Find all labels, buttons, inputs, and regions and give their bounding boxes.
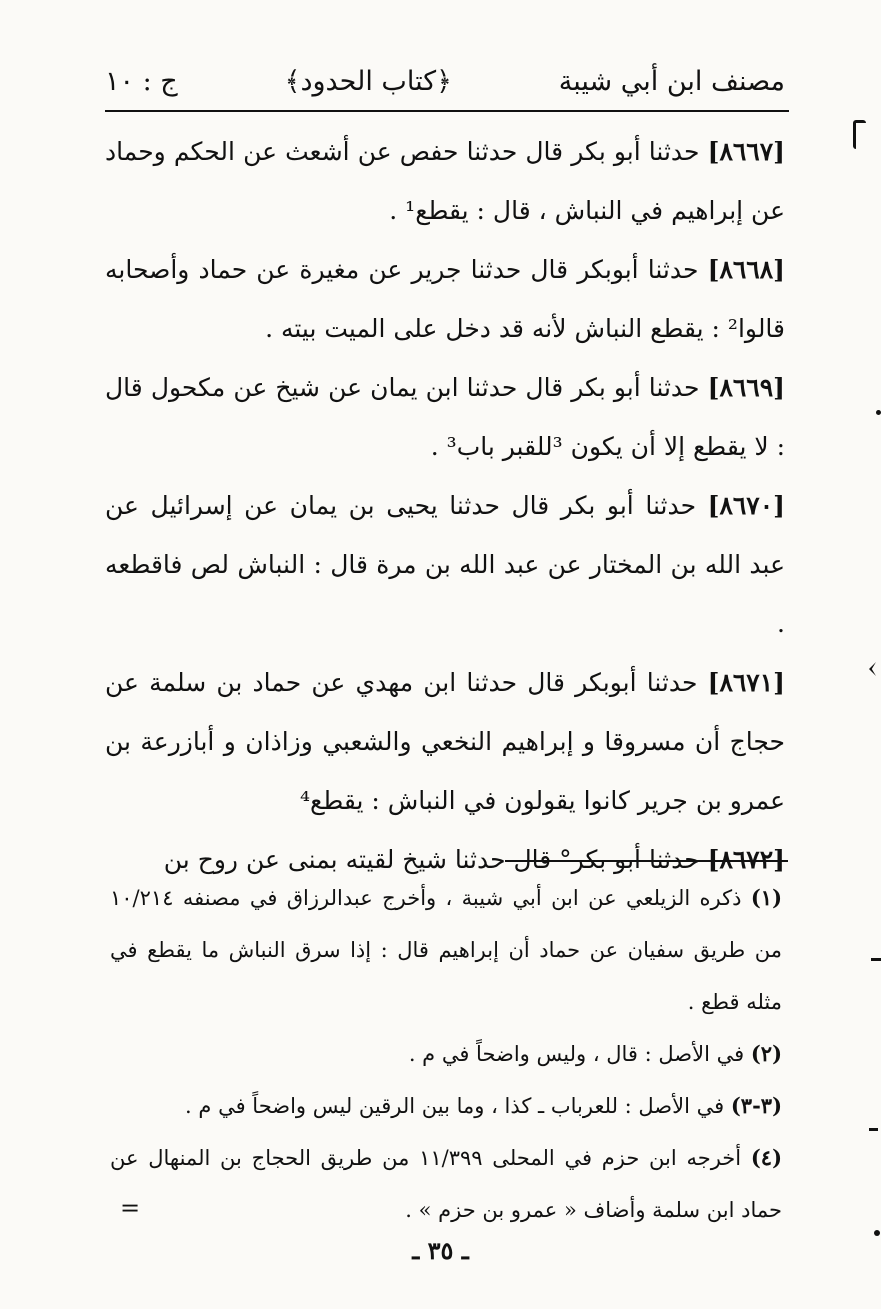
hadith-text: حدثنا أبو بكر قال حدثنا ابن يمان عن شيخ عن مكحول قال : لا يقطع إلا أن يكون ³للقبر باب³ .	[105, 373, 785, 461]
page-number: ـ ٣٥ ـ	[412, 1236, 469, 1265]
hadith-text: حدثنا أبو بكر° قال حدثنا شيخ لقيته بمنى عن روح بن	[163, 845, 708, 874]
footnote-text: في الأصل : قال ، وليس واضحاً في م .	[408, 1042, 751, 1066]
hadith-text: حدثنا أبو بكر قال حدثنا حفص عن أشعث عن الحكم وحماد عن إبراهيم في النباش ، قال : يقطع¹ .	[105, 137, 785, 225]
footnotes	[110, 872, 782, 1236]
margin-dash	[869, 1128, 878, 1131]
margin-dot	[874, 1230, 880, 1236]
hadith-entry	[105, 122, 785, 240]
hadith-number: [٨٦٦٩]	[707, 373, 785, 402]
hadith-entry	[105, 653, 785, 830]
footnote-marker: (٣-٣)	[730, 1093, 782, 1118]
margin-dash	[871, 958, 881, 961]
main-text	[105, 122, 785, 889]
hadith-entry	[105, 240, 785, 358]
footnote	[110, 872, 782, 1028]
footnote	[110, 1132, 782, 1236]
footnote-marker: (٤)	[750, 1145, 783, 1170]
hadith-number: [٨٦٧٠]	[707, 491, 785, 520]
footnote-text: أخرجه ابن حزم في المحلى ١١/٣٩٩ من طريق الحجاج بن المنهال عن حماد ابن سلمة وأضاف « عمرو بن حزم » .	[110, 1146, 782, 1222]
footnote-text: ذكره الزيلعي عن ابن أبي شيبة ، وأخرج عبدالرزاق في مصنفه ١٠/٢١٤ من طريق سفيان عن حماد أن إبراهيم قال : إذا سرق النباش ما يقطع في مثله قطع .	[110, 886, 782, 1014]
footnote-separator	[505, 860, 788, 862]
margin-dot	[876, 410, 881, 415]
hadith-text: حدثنا أبوبكر قال حدثنا ابن مهدي عن حماد بن سلمة عن حجاج أن مسروقا و إبراهيم النخعي والشعبي وزاذان و أبازرعة بن عمرو بن جرير كانوا يقولون في النباش : يقطع⁴	[105, 668, 785, 815]
margin-mark	[869, 662, 876, 676]
hadith-entry	[105, 358, 785, 476]
hadith-number: [٨٦٧١]	[707, 668, 785, 697]
footnote-marker: (١)	[750, 885, 782, 910]
volume-number: ج : ١٠	[105, 65, 178, 97]
hadith-text: حدثنا أبوبكر قال حدثنا جرير عن مغيرة عن حماد وأصحابه قالوا² : يقطع النباش لأنه قد دخل على الميت بيته .	[105, 255, 785, 343]
book-title: مصنف ابن أبي شيبة	[558, 65, 785, 97]
chapter-title: ﴿كتاب الحدود﴾	[284, 65, 452, 97]
footnote	[110, 1080, 782, 1132]
hadith-number: [٨٦٦٧]	[707, 137, 785, 166]
footnote-marker: (٢)	[750, 1041, 782, 1066]
margin-mark	[853, 120, 866, 149]
running-header	[105, 55, 785, 107]
hadith-number: [٨٦٧٢]	[707, 845, 785, 874]
footnote-text: في الأصل : للعرباب ـ كذا ، وما بين الرقين ليس واضحاً في م .	[185, 1094, 731, 1118]
hadith-entry	[105, 476, 785, 653]
hadith-number: [٨٦٦٨]	[707, 255, 785, 284]
continuation-mark: =	[120, 1194, 141, 1222]
footnote	[110, 1028, 782, 1080]
hadith-text: حدثنا أبو بكر قال حدثنا يحيى بن يمان عن إسرائيل عن عبد الله بن المختار عن عبد الله بن مرة قال : النباش لص فاقطعه .	[105, 491, 785, 638]
header-rule	[105, 110, 789, 112]
